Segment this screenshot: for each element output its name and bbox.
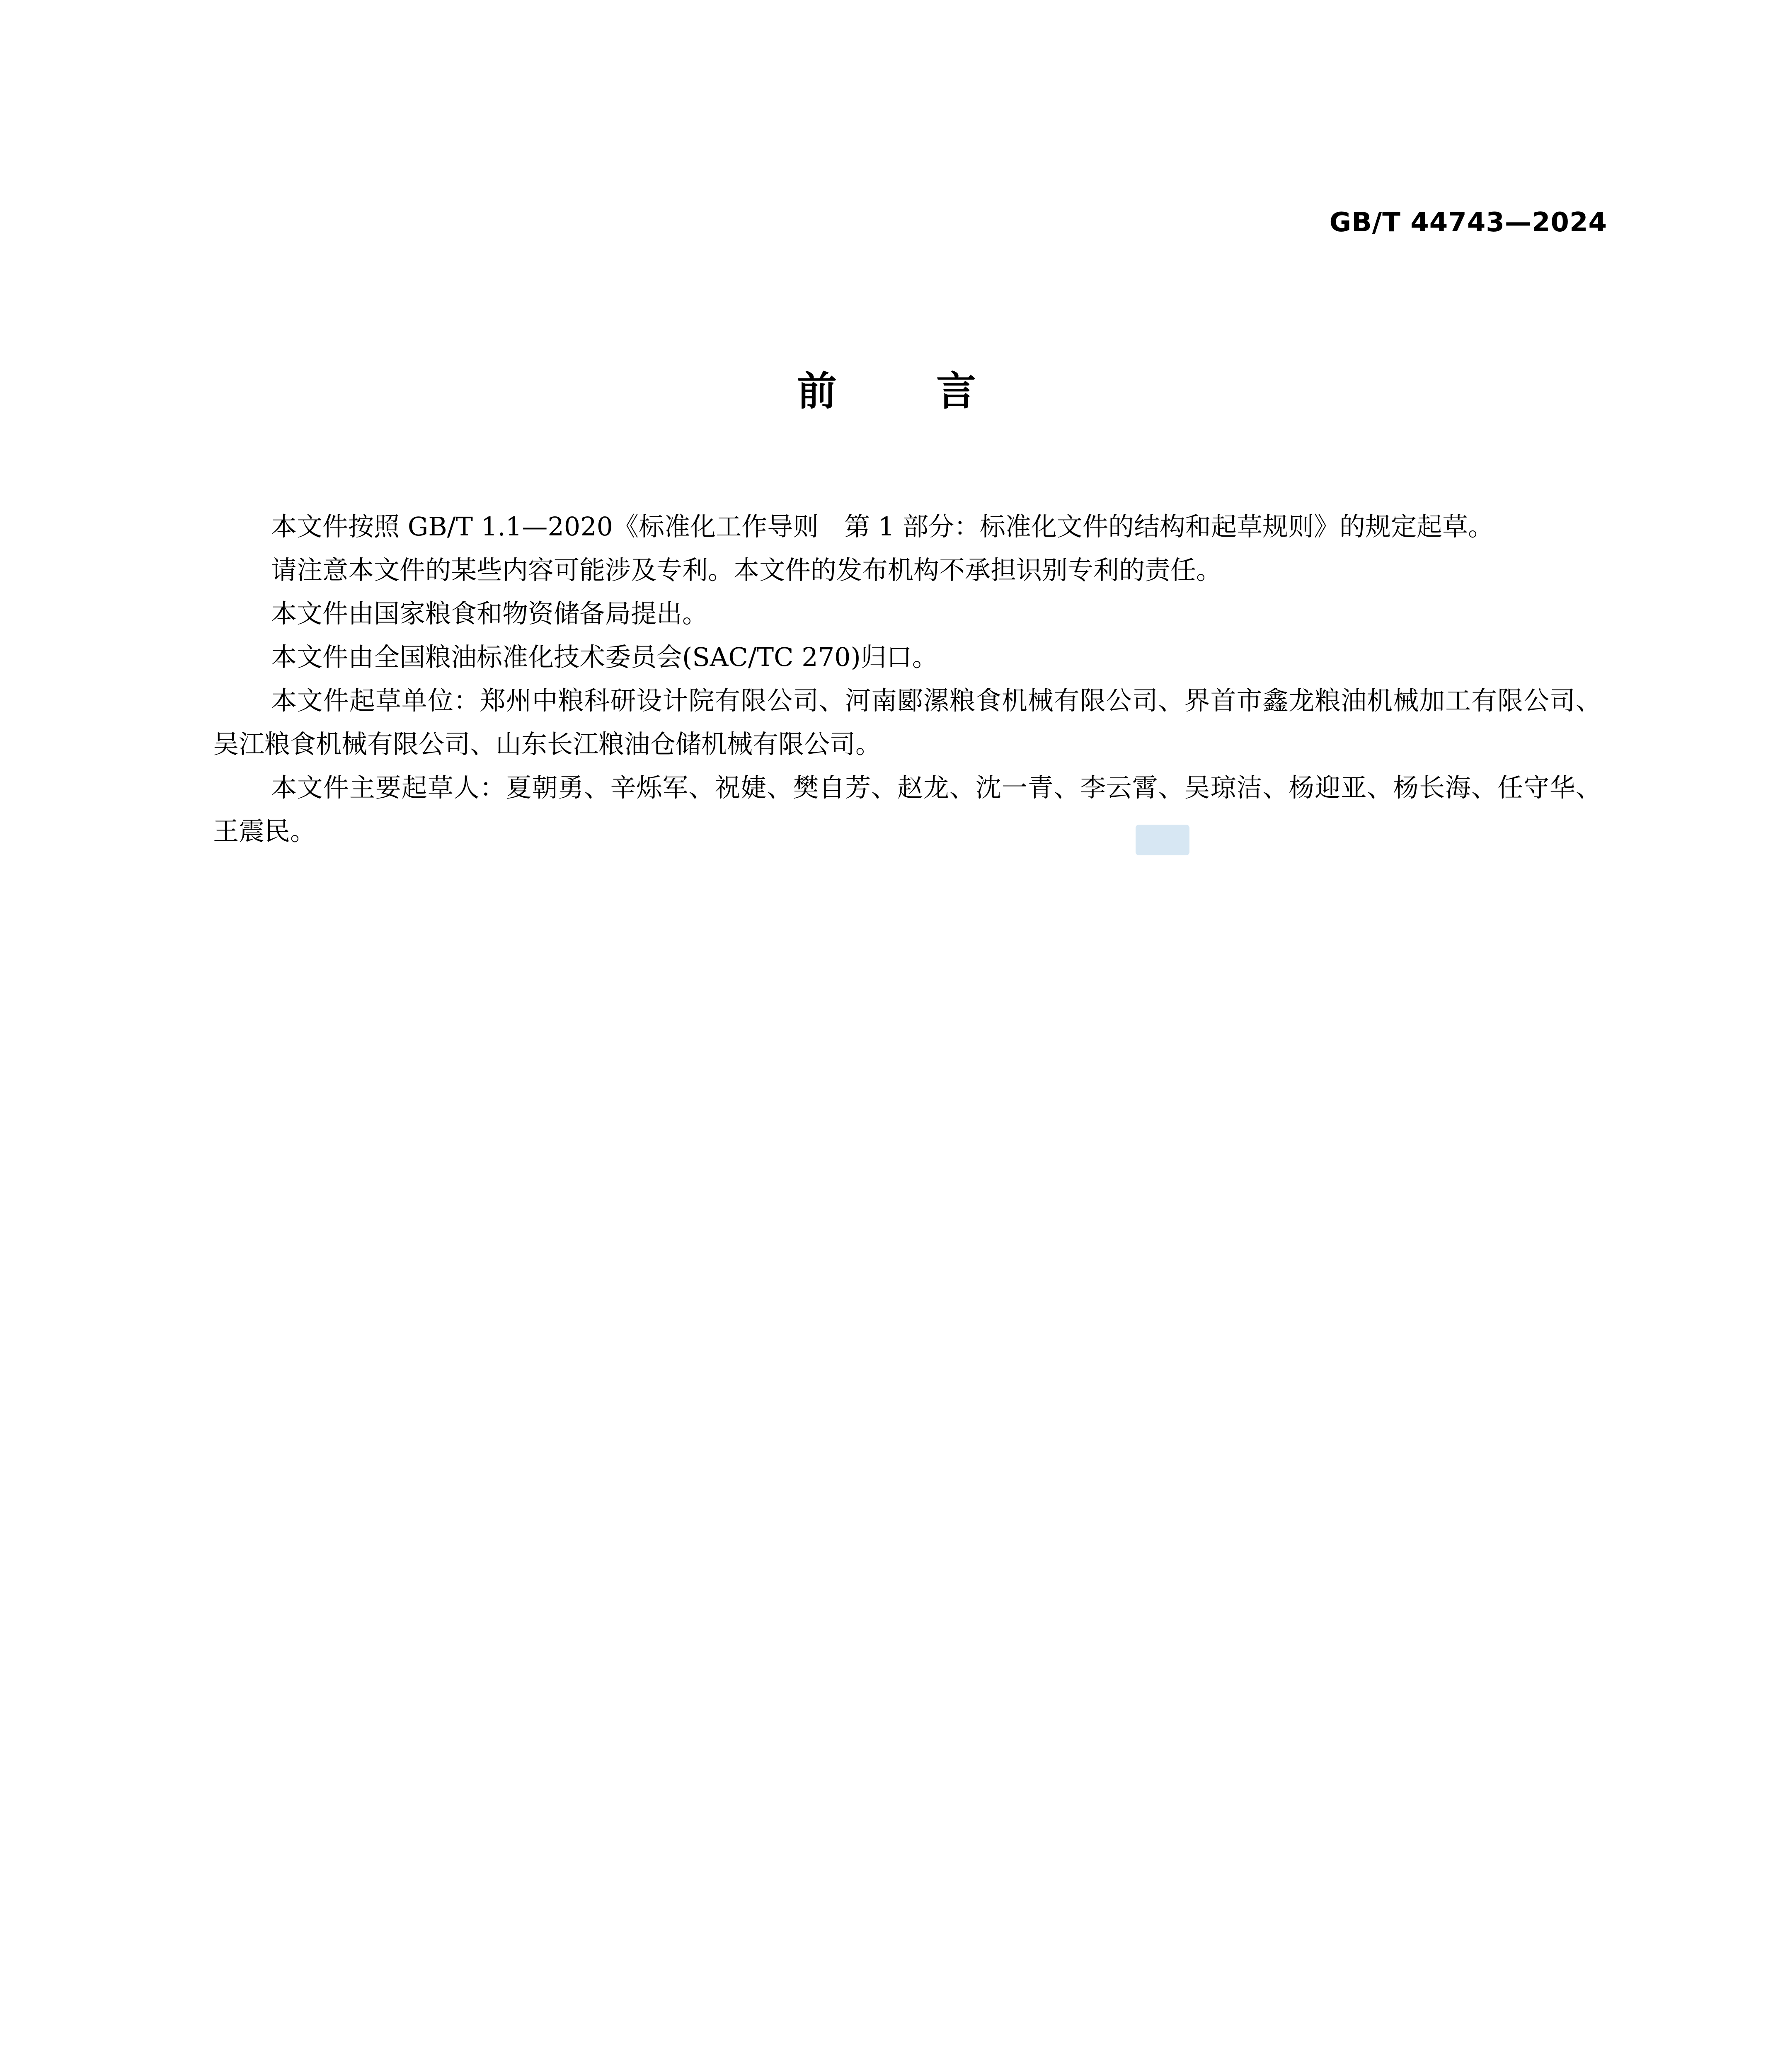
paragraph-drafting-rules: 本文件按照 GB/T 1.1—2020《标准化工作导则 第 1 部分：标准化文件的结构和起草规则》的规定起草。 bbox=[271, 511, 1494, 542]
paragraph-drafting-units: 本文件起草单位：郑州中粮科研设计院有限公司、河南郾漯粮食机械有限公司、界首市鑫龙粮油机械加工有限公司、吴江粮食机械有限公司、山东长江粮油仓储机械有限公司。 bbox=[213, 685, 1601, 759]
standard-number: GB/T 44743—2024 bbox=[1329, 207, 1607, 238]
page-title: 前言 bbox=[797, 368, 1075, 414]
paragraph-technical-committee: 本文件由全国粮油标准化技术委员会(SAC/TC 270)归口。 bbox=[271, 642, 938, 672]
preface-body bbox=[213, 505, 1601, 853]
paragraph-proposer: 本文件由国家粮食和物资储备局提出。 bbox=[271, 598, 708, 629]
paragraph-drafters: 本文件主要起草人：夏朝勇、辛烁军、祝婕、樊自芳、赵龙、沈一青、李云霄、吴琼洁、杨迎亚、杨长海、任守华、王震民。 bbox=[213, 772, 1601, 846]
paragraph-patent-notice: 请注意本文件的某些内容可能涉及专利。本文件的发布机构不承担识别专利的责任。 bbox=[271, 555, 1222, 585]
watermark-logo bbox=[1136, 825, 1189, 855]
